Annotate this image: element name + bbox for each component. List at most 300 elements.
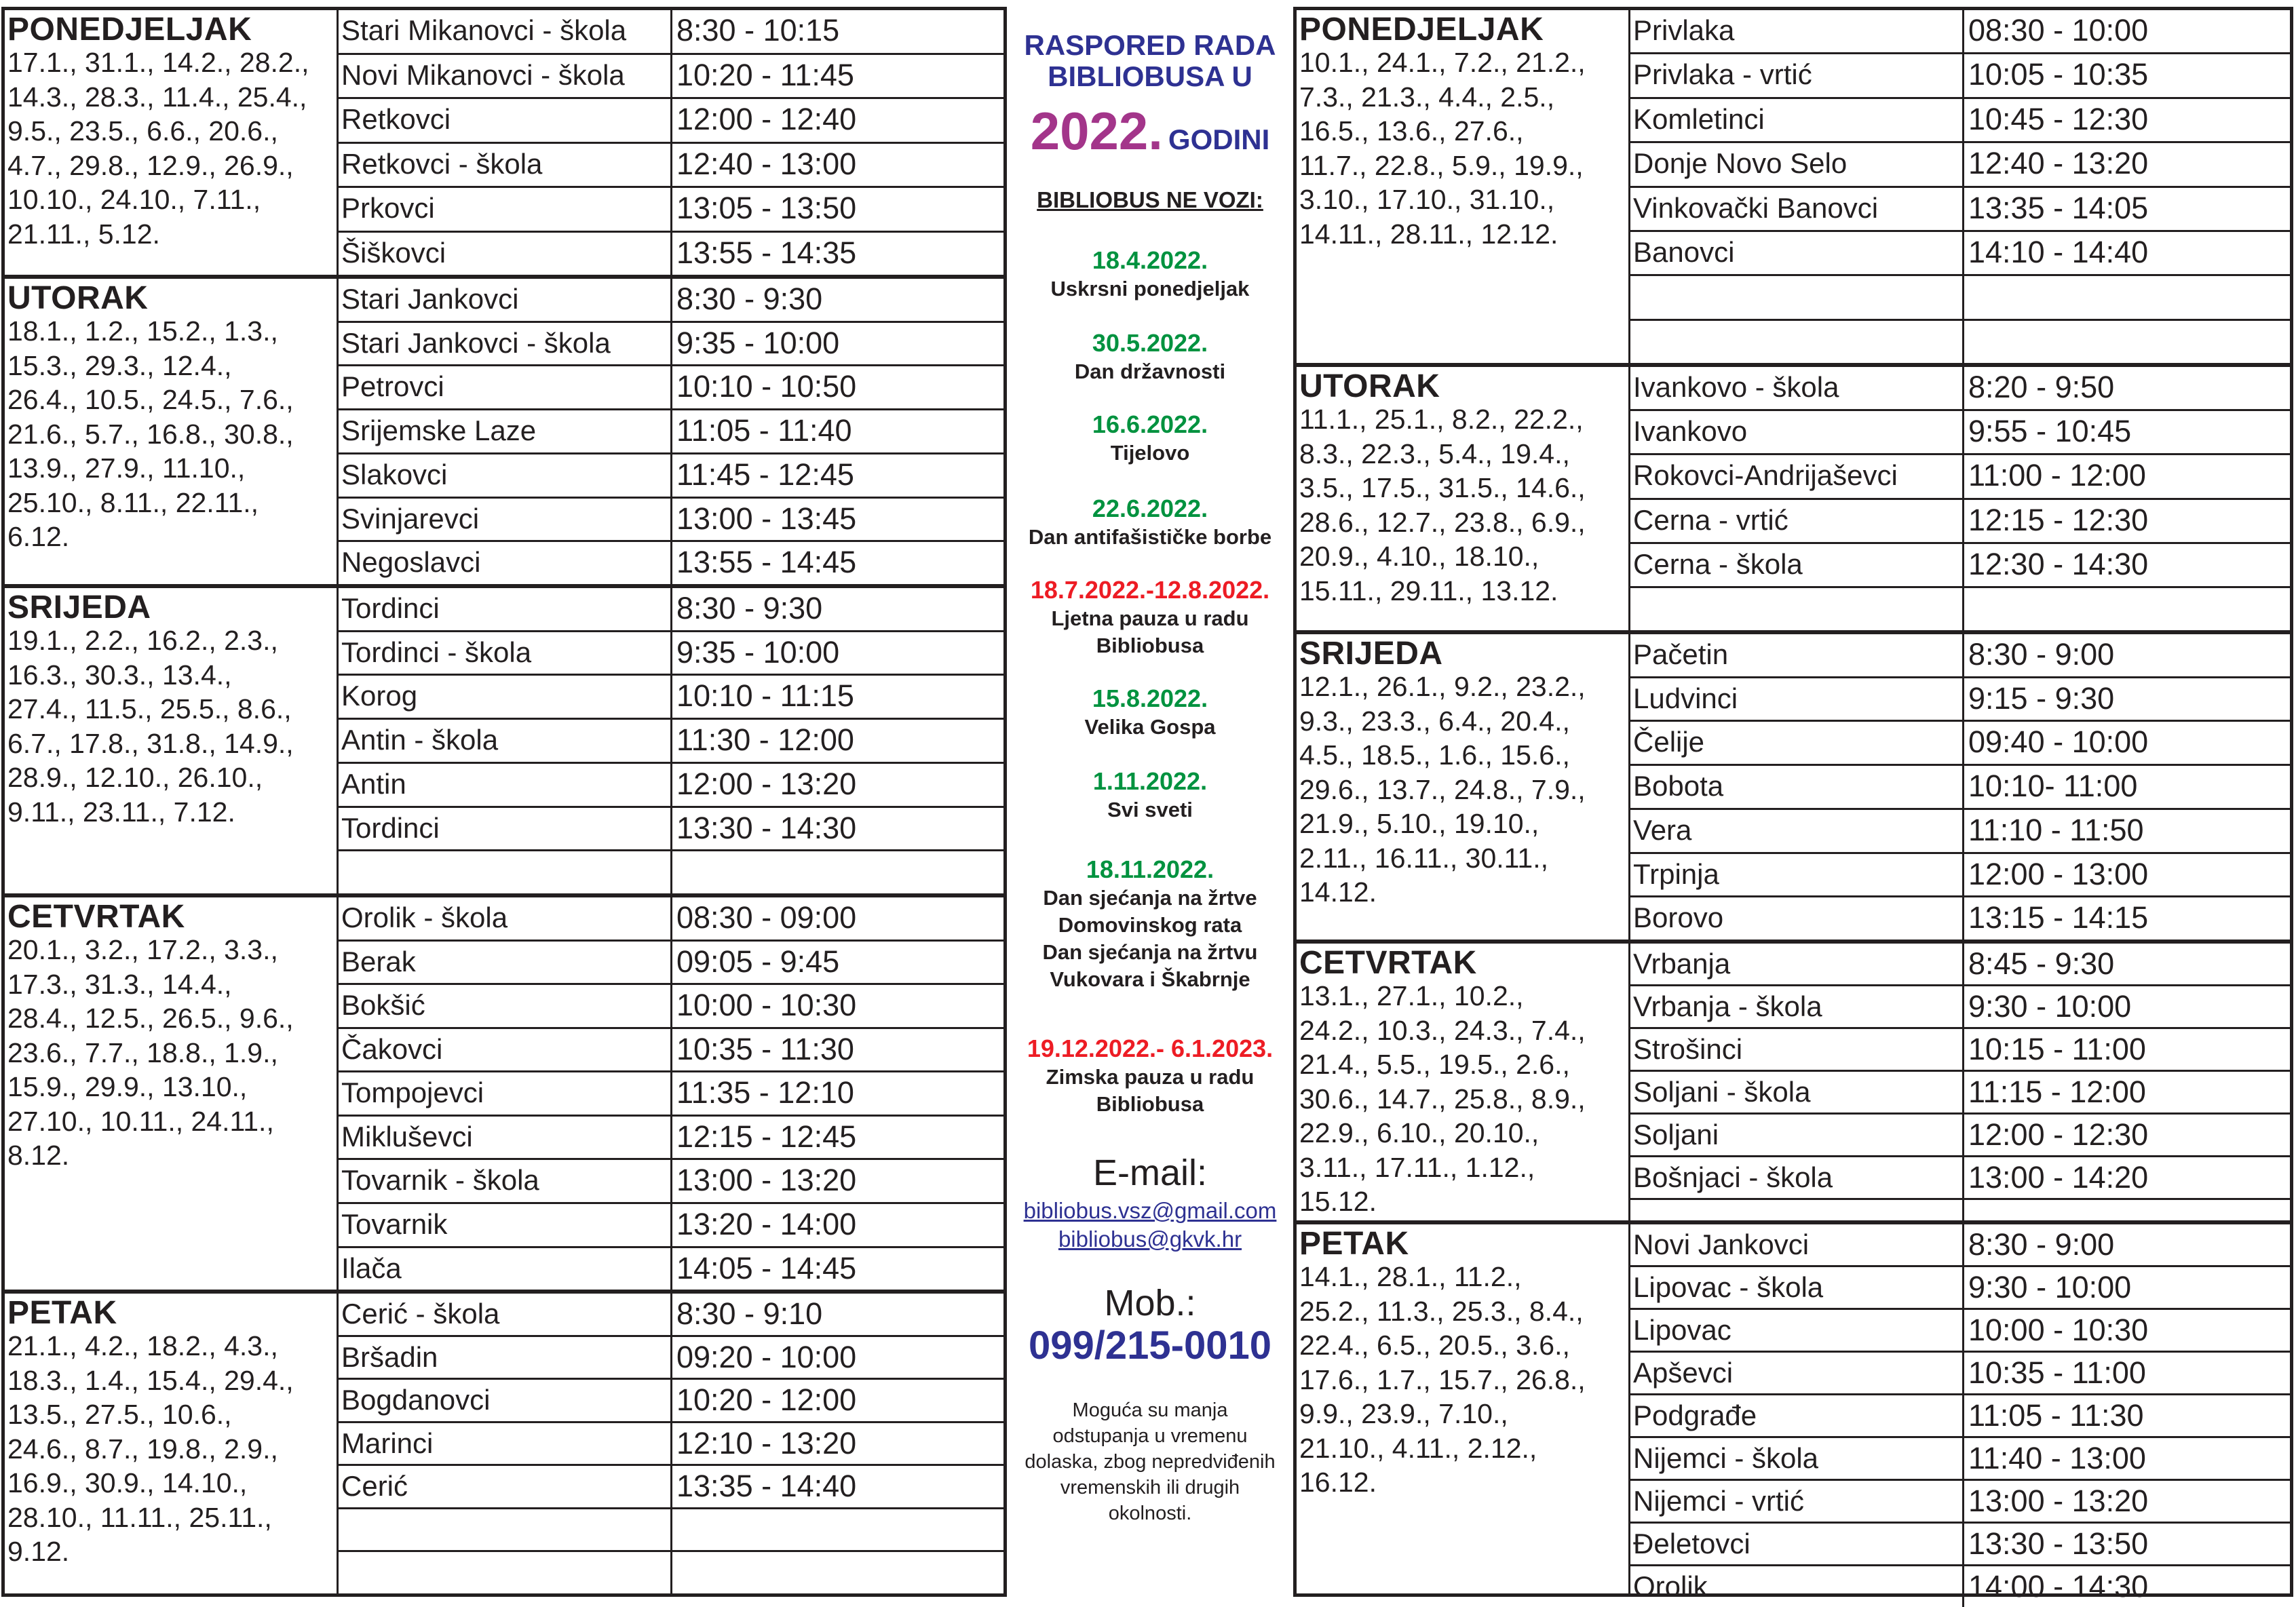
stop-time: 13:55 - 14:35 (676, 235, 857, 270)
table-row (1630, 634, 2290, 678)
day-block-utorak (1297, 363, 2290, 630)
stop-time: 13:35 - 14:40 (676, 1469, 857, 1504)
date-line: 14.3., 28.3., 11.4., 25.4., (7, 81, 307, 113)
holiday-name: Velika Gospa (1084, 715, 1216, 739)
stop-place: Mikluševci (339, 1117, 672, 1159)
stop-place: Tovarnik - škola (339, 1160, 672, 1202)
date-line: 3.5., 17.5., 31.5., 14.6., (1299, 472, 1586, 503)
stop-place: Donje Novo Selo (1630, 143, 1964, 185)
stop-time: 12:15 - 12:45 (676, 1119, 857, 1154)
stop-place: Bršadin (339, 1337, 672, 1378)
day-name: CETVRTAK (1299, 945, 1477, 981)
no-service-heading: BIBLIOBUS NE VOZI: (1037, 187, 1263, 212)
date-line: 10.1., 24.1., 7.2., 21.2., (1299, 47, 1586, 78)
date-line: 9.12. (7, 1536, 70, 1567)
date-line: 16.5., 13.6., 27.6., (1299, 115, 1524, 147)
day-info (5, 279, 339, 584)
disclaimer-note (1007, 1397, 1293, 1526)
stop-place: Berak (339, 942, 672, 984)
holiday-entry (1007, 1034, 1293, 1118)
table-row (1630, 10, 2290, 54)
date-line: 21.4., 5.5., 19.5., 2.6., (1299, 1049, 1570, 1080)
stop-place: Tompojevci (339, 1072, 672, 1115)
date-line: 13.1., 27.1., 10.2., (1299, 980, 1524, 1011)
stop-time: 13:00 - 13:20 (676, 1163, 857, 1198)
stop-place: Prkovci (339, 188, 672, 231)
date-line: 17.6., 1.7., 15.7., 26.8., (1299, 1363, 1586, 1395)
stop-rows (1630, 367, 2290, 630)
stop-rows (339, 10, 1003, 275)
stop-place: Nijemci - škola (1630, 1438, 1964, 1479)
holiday-name: Tijelovo (1110, 441, 1190, 465)
note-line: okolnosti. (1108, 1503, 1192, 1524)
date-line: 25.10., 8.11., 22.11., (7, 486, 259, 518)
note-line: Moguća su manja (1072, 1399, 1228, 1421)
table-row (1630, 678, 2290, 722)
date-line: 28.10., 11.11., 25.11., (7, 1501, 272, 1533)
date-line: 8.3., 22.3., 5.4., 19.4., (1299, 438, 1570, 469)
table-row (1630, 276, 2290, 320)
date-line: 16.9., 30.9., 14.10., (7, 1467, 248, 1498)
day-dates (7, 623, 337, 829)
table-row (1630, 1072, 2290, 1115)
date-line: 22.9., 6.10., 20.10., (1299, 1117, 1539, 1148)
table-row (1630, 455, 2290, 499)
table-row (1630, 1267, 2290, 1310)
holiday-date: 16.6.2022. (1092, 410, 1208, 438)
table-row (1630, 1481, 2290, 1524)
table-row (339, 279, 1003, 323)
date-line: 21.9., 5.10., 19.10., (1299, 808, 1539, 839)
stop-time: 10:15 - 11:00 (1968, 1032, 2146, 1066)
stop-place: Orolik (1630, 1566, 1964, 1607)
note-line: dolaska, zbog nepredviđenih (1025, 1451, 1276, 1473)
holiday-date: 22.6.2022. (1092, 495, 1208, 522)
table-row (1630, 143, 2290, 187)
date-line: 9.3., 23.3., 6.4., 20.4., (1299, 705, 1570, 737)
left-schedule-table (1, 7, 1007, 1597)
day-name: SRIJEDA (1299, 636, 1443, 672)
table-row (339, 1294, 1003, 1337)
stop-time: 8:45 - 9:30 (1968, 946, 2115, 981)
stop-time: 12:00 - 13:00 (1968, 856, 2149, 891)
stop-time: 11:35 - 12:10 (676, 1075, 854, 1110)
stop-time: 12:40 - 13:00 (676, 146, 857, 181)
right-schedule-table (1293, 7, 2293, 1604)
stop-place: Stari Mikanovci - škola (339, 10, 672, 53)
stop-place: Bobota (1630, 766, 1964, 808)
day-block-utorak (5, 275, 1003, 584)
table-row (339, 233, 1003, 275)
stop-time: 09:05 - 9:45 (676, 944, 840, 979)
table-row (339, 1509, 1003, 1553)
year-line (1007, 100, 1293, 162)
table-row (339, 851, 1003, 893)
stop-place: Bogdanovci (339, 1380, 672, 1421)
stop-place: Privlaka (1630, 10, 1964, 52)
date-line: 9.9., 23.9., 7.10., (1299, 1398, 1508, 1429)
stop-place: Cerić - škola (339, 1294, 672, 1335)
date-line: 14.12. (1299, 876, 1377, 908)
date-line: 8.12. (7, 1140, 70, 1171)
holiday-date: 18.7.2022.-12.8.2022. (1030, 576, 1270, 604)
stop-time: 12:00 - 12:30 (1968, 1117, 2149, 1152)
stop-time: 13:15 - 14:15 (1968, 900, 2149, 935)
day-name: PETAK (1299, 1226, 1409, 1262)
stop-time: 8:20 - 9:50 (1968, 370, 2115, 404)
stop-place: Soljani (1630, 1115, 1964, 1155)
stop-place: Šiškovci (339, 233, 672, 275)
table-row (339, 588, 1003, 632)
holiday-name: Bibliobusa (1096, 634, 1204, 657)
day-dates (1299, 1260, 1628, 1500)
date-line: 28.9., 12.10., 26.10., (7, 762, 263, 793)
table-row (339, 1117, 1003, 1161)
date-line: 28.6., 12.7., 23.8., 6.9., (1299, 506, 1586, 538)
date-line: 28.4., 12.5., 26.5., 9.6., (7, 1003, 294, 1034)
date-line: 3.10., 17.10., 31.10., (1299, 184, 1555, 215)
day-name: CETVRTAK (7, 899, 185, 935)
stop-place: Podgrađe (1630, 1395, 1964, 1436)
year: 2022. (1030, 101, 1163, 161)
title-line-1: RASPORED RADA (1024, 29, 1276, 61)
date-line: 13.5., 27.5., 10.6., (7, 1399, 232, 1430)
table-row (339, 1337, 1003, 1380)
table-row (1630, 810, 2290, 854)
table-row (339, 985, 1003, 1029)
table-row (1630, 321, 2290, 363)
stop-time: 14:00 - 14:30 (1968, 1569, 2149, 1604)
day-block-ponedjeljak (1297, 10, 2290, 363)
stop-place: Retkovci - škola (339, 144, 672, 187)
stop-time: 8:30 - 9:30 (676, 591, 823, 625)
stop-place: Tordinci - škola (339, 632, 672, 674)
table-row (1630, 544, 2290, 588)
stop-place: Stari Jankovci - škola (339, 323, 672, 365)
center-info-column (1007, 0, 1293, 1604)
holiday-name: Bibliobusa (1096, 1092, 1204, 1116)
holiday-date: 19.12.2022.- 6.1.2023. (1027, 1034, 1274, 1062)
stop-time: 9:55 - 10:45 (1968, 414, 2132, 449)
stop-time: 12:10 - 13:20 (676, 1425, 857, 1460)
holiday-name: Vukovara i Škabrnje (1050, 967, 1250, 991)
stop-place: Komletinci (1630, 99, 1964, 141)
stop-place (1630, 276, 1964, 318)
holiday-entry (1007, 328, 1293, 385)
date-line: 4.7., 29.8., 12.9., 26.9., (7, 149, 294, 181)
holiday-entry (1007, 684, 1293, 741)
day-info (5, 897, 339, 1290)
date-line: 27.4., 11.5., 25.5., 8.6., (7, 693, 292, 724)
stop-time: 11:00 - 12:00 (1968, 458, 2146, 493)
stop-place (1630, 588, 1964, 630)
stop-place: Ilača (339, 1248, 672, 1290)
day-block-srijeda (5, 584, 1003, 893)
stop-place (1630, 321, 1964, 363)
holiday-entry (1007, 246, 1293, 303)
date-line: 24.2., 10.3., 24.3., 7.4., (1299, 1014, 1586, 1046)
date-line: 11.7., 22.8., 5.9., 19.9., (1299, 149, 1584, 181)
table-row (339, 144, 1003, 189)
date-line: 24.6., 8.7., 19.8., 2.9., (7, 1433, 278, 1465)
stop-place: Novi Mikanovci - škola (339, 55, 672, 98)
stop-time: 10:05 - 10:35 (1968, 57, 2149, 92)
stop-place: Čelije (1630, 722, 1964, 764)
stop-time: 10:45 - 12:30 (1968, 101, 2149, 136)
table-row (1630, 1524, 2290, 1566)
day-dates (1299, 402, 1628, 608)
stop-time: 12:00 - 13:20 (676, 766, 857, 801)
stop-rows (339, 1294, 1003, 1593)
holiday-name: Dan antifašističke borbe (1028, 525, 1272, 549)
email-link-2[interactable]: bibliobus@gkvk.hr (1058, 1226, 1242, 1252)
stop-time: 8:30 - 9:00 (1968, 637, 2115, 672)
date-line: 16.3., 30.3., 13.4., (7, 659, 232, 691)
table-row (1630, 188, 2290, 232)
stop-time: 13:30 - 14:30 (676, 810, 857, 845)
day-info (1297, 367, 1630, 630)
date-line: 14.11., 28.11., 12.12. (1299, 218, 1558, 250)
stop-place: Bošnjaci - škola (1630, 1157, 1964, 1198)
stop-time: 12:15 - 12:30 (1968, 502, 2149, 537)
date-line: 26.4., 10.5., 24.5., 7.6., (7, 384, 294, 415)
day-block-cetvrtak (5, 893, 1003, 1290)
page-title (1007, 30, 1293, 92)
table-row (339, 720, 1003, 764)
stop-time: 13:05 - 13:50 (676, 191, 857, 225)
holiday-date: 1.11.2022. (1092, 767, 1208, 795)
date-line: 15.3., 29.3., 12.4., (7, 349, 232, 381)
holiday-name: Dan državnosti (1074, 360, 1226, 383)
stop-place: Negoslavci (339, 542, 672, 584)
stop-time: 09:20 - 10:00 (676, 1339, 857, 1374)
note-line: odstupanja u vremenu (1052, 1425, 1248, 1447)
stop-place: Privlaka - vrtić (1630, 54, 1964, 96)
stop-time (672, 1552, 1003, 1593)
date-line: 17.1., 31.1., 14.2., 28.2., (7, 47, 309, 78)
holiday-entry (1007, 575, 1293, 659)
table-row (1630, 1029, 2290, 1072)
stop-time: 8:30 - 9:10 (676, 1296, 823, 1331)
date-line: 22.4., 6.5., 20.5., 3.6., (1299, 1330, 1570, 1361)
day-block-cetvrtak (1297, 940, 2290, 1220)
stop-place: Tordinci (339, 808, 672, 850)
stop-place: Marinci (339, 1423, 672, 1465)
table-row (339, 323, 1003, 367)
holiday-date: 18.4.2022. (1092, 246, 1208, 274)
stop-rows (1630, 634, 2290, 940)
stop-place: Ivankovo - škola (1630, 367, 1964, 409)
stop-rows (339, 279, 1003, 584)
day-name: PETAK (7, 1295, 117, 1331)
table-row (1630, 1200, 2290, 1220)
day-info (5, 588, 339, 893)
day-block-petak (1297, 1220, 2290, 1604)
stop-rows (339, 897, 1003, 1290)
date-line: 16.12. (1299, 1467, 1377, 1498)
day-info (1297, 1224, 1630, 1593)
day-name: PONEDJELJAK (7, 12, 252, 47)
date-line: 21.1., 4.2., 18.2., 4.3., (7, 1330, 278, 1361)
date-line: 9.11., 23.11., 7.12. (7, 796, 235, 828)
holiday-entry (1007, 767, 1293, 824)
stop-place: Novi Jankovci (1630, 1224, 1964, 1265)
table-row (1630, 1395, 2290, 1438)
table-row (339, 808, 1003, 852)
stop-place: Orolik - škola (339, 897, 672, 940)
stop-place (339, 851, 672, 893)
holiday-name: Dan sjećanja na žrtvu (1042, 940, 1258, 964)
table-row (339, 676, 1003, 720)
holiday-name: Uskrsni ponedjeljak (1050, 277, 1250, 301)
day-dates (7, 45, 337, 251)
holiday-entry (1007, 855, 1293, 993)
stop-time: 08:30 - 10:00 (1968, 13, 2149, 47)
email-link-1[interactable]: bibliobus.vsz@gmail.com (1023, 1198, 1277, 1223)
date-line: 27.10., 10.11., 24.11., (7, 1105, 274, 1137)
table-row (339, 897, 1003, 942)
date-line: 19.1., 2.2., 16.2., 2.3., (7, 625, 278, 656)
stop-time: 10:20 - 12:00 (676, 1382, 857, 1418)
stop-time (672, 851, 1003, 893)
date-line: 18.3., 1.4., 15.4., 29.4., (7, 1364, 294, 1396)
stop-time: 14:05 - 14:45 (676, 1250, 857, 1285)
date-line: 14.1., 28.1., 11.2., (1299, 1261, 1522, 1292)
day-dates (7, 933, 337, 1173)
table-row (1630, 588, 2290, 630)
stop-place: Vrbanja - škola (1630, 986, 1964, 1027)
date-line: 6.12. (7, 521, 70, 552)
date-line: 29.6., 13.7., 24.8., 7.9., (1299, 773, 1586, 805)
day-info (5, 1294, 339, 1593)
table-row (339, 99, 1003, 144)
stop-time (1964, 321, 2290, 363)
stop-time: 13:00 - 14:20 (1968, 1160, 2149, 1195)
stop-time: 9:30 - 10:00 (1968, 1270, 2132, 1304)
date-line: 7.3., 21.3., 4.4., 2.5., (1299, 81, 1555, 113)
stop-place: Đeletovci (1630, 1524, 1964, 1564)
date-line: 20.9., 4.10., 18.10., (1299, 541, 1539, 572)
day-block-srijeda (1297, 630, 2290, 940)
table-row (339, 1423, 1003, 1467)
table-row (1630, 1438, 2290, 1481)
stop-place: Korog (339, 676, 672, 718)
table-row (1630, 722, 2290, 766)
holiday-date: 18.11.2022. (1086, 855, 1214, 883)
date-line: 17.3., 31.3., 14.4., (7, 968, 232, 1000)
table-row (339, 1248, 1003, 1290)
mobile-label: Mob.: (1104, 1283, 1196, 1323)
stop-time: 9:35 - 10:00 (676, 634, 840, 670)
day-dates (1299, 979, 1628, 1219)
holiday-name: Zimska pauza u radu (1046, 1065, 1255, 1089)
stop-rows (1630, 10, 2290, 363)
table-row (1630, 1353, 2290, 1395)
stop-place: Tovarnik (339, 1204, 672, 1246)
table-row (1630, 232, 2290, 276)
mobile-number[interactable]: 099/215-0010 (1029, 1323, 1271, 1368)
holiday-date: 15.8.2022. (1092, 684, 1208, 712)
stop-place: Tordinci (339, 588, 672, 630)
date-line: 20.1., 3.2., 17.2., 3.3., (7, 934, 278, 965)
stop-place: Cerić (339, 1466, 672, 1507)
stop-time: 8:30 - 10:15 (676, 13, 840, 47)
day-dates (1299, 670, 1628, 910)
stop-rows (1630, 1224, 2290, 1604)
table-row (339, 55, 1003, 100)
date-line: 30.6., 14.7., 25.8., 8.9., (1299, 1083, 1586, 1115)
stop-place: Petrovci (339, 366, 672, 408)
table-row (1630, 1566, 2290, 1607)
stop-rows (339, 588, 1003, 893)
stop-time: 11:05 - 11:30 (1968, 1398, 2144, 1433)
stop-place: Retkovci (339, 99, 672, 142)
date-line: 21.11., 5.12. (7, 218, 160, 250)
holiday-name: Svi sveti (1107, 798, 1193, 821)
stop-time: 13:00 - 13:20 (1968, 1484, 2149, 1518)
stop-time: 10:35 - 11:00 (1968, 1355, 2146, 1390)
date-line: 25.2., 11.3., 25.3., 8.4., (1299, 1295, 1584, 1327)
date-line: 3.11., 17.11., 1.12., (1299, 1151, 1535, 1183)
date-line: 12.1., 26.1., 9.2., 23.2., (1299, 671, 1586, 702)
date-line: 21.6., 5.7., 16.8., 30.8., (7, 418, 294, 450)
table-row (339, 1160, 1003, 1204)
table-row (339, 499, 1003, 543)
table-row (1630, 897, 2290, 940)
day-name: UTORAK (7, 280, 149, 316)
table-row (339, 1380, 1003, 1423)
holiday-entry (1007, 410, 1293, 467)
stop-place: Ivankovo (1630, 411, 1964, 453)
day-info (1297, 944, 1630, 1220)
email-label: E-mail: (1092, 1153, 1207, 1193)
stop-time: 11:10 - 11:50 (1968, 812, 2144, 847)
stop-time: 10:10 - 10:50 (676, 369, 857, 404)
day-info (1297, 634, 1630, 940)
stop-time: 10:35 - 11:30 (676, 1031, 854, 1066)
godini-label: GODINI (1168, 123, 1270, 155)
stop-place: Borovo (1630, 897, 1964, 940)
stop-time: 10:10- 11:00 (1968, 769, 2138, 804)
table-row (339, 1204, 1003, 1248)
date-line: 9.5., 23.5., 6.6., 20.6., (7, 115, 278, 147)
stop-time: 13:55 - 14:45 (676, 545, 857, 580)
stop-place (339, 1552, 672, 1593)
date-line: 13.9., 27.9., 11.10., (7, 452, 246, 484)
stop-place: Cerna - škola (1630, 544, 1964, 586)
table-row (339, 366, 1003, 410)
stop-time: 9:35 - 10:00 (676, 325, 840, 360)
date-line: 15.11., 29.11., 13.12. (1299, 575, 1558, 606)
date-line: 15.12. (1299, 1186, 1377, 1217)
stop-time: 10:20 - 11:45 (676, 57, 854, 92)
stop-place (1630, 1200, 1964, 1220)
stop-time: 11:45 - 12:45 (676, 457, 854, 492)
table-row (1630, 986, 2290, 1029)
date-line: 18.1., 1.2., 15.2., 1.3., (7, 315, 278, 347)
date-line: 23.6., 7.7., 18.8., 1.9., (7, 1037, 278, 1068)
table-row (339, 1029, 1003, 1073)
table-row (339, 632, 1003, 676)
stop-time: 8:30 - 9:00 (1968, 1227, 2115, 1262)
date-line: 15.9., 29.9., 13.10., (7, 1071, 248, 1102)
holiday-entry (1007, 494, 1293, 551)
stop-place: Vera (1630, 810, 1964, 852)
day-dates (1299, 45, 1628, 251)
stop-time: 14:10 - 14:40 (1968, 234, 2149, 269)
stop-place: Bokšić (339, 985, 672, 1027)
table-row (339, 1072, 1003, 1117)
